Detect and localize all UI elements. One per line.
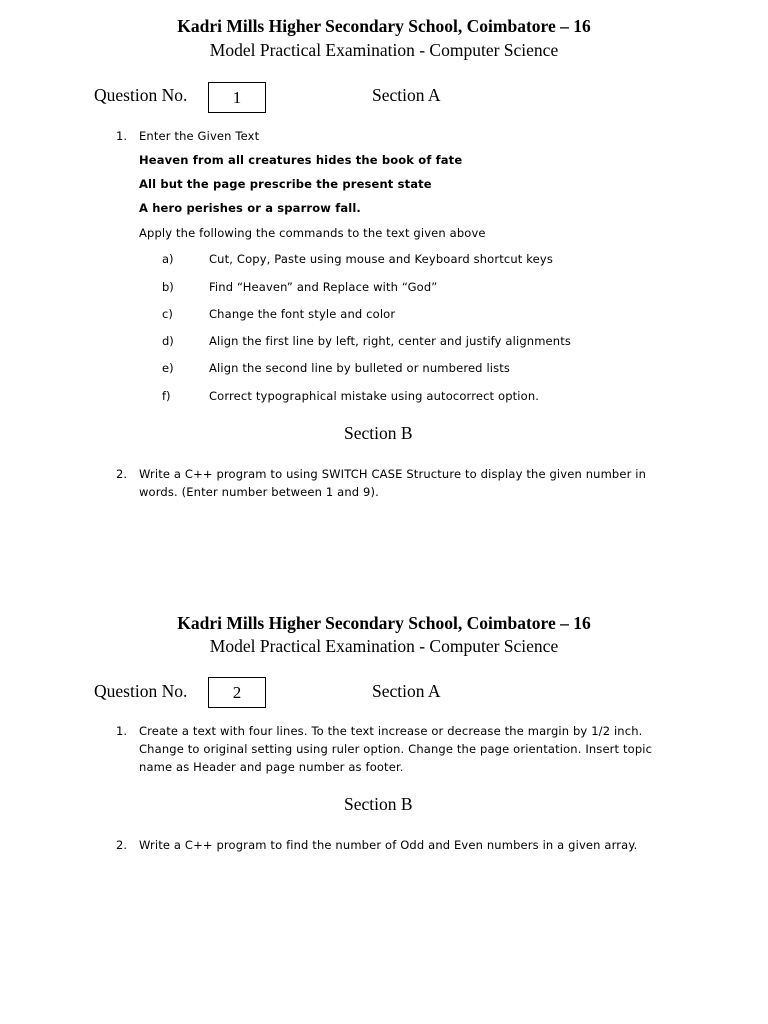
item-text-line: Write a C++ program to using SWITCH CASE Structure to display the given number in [139,467,647,481]
question-label: Question No. [94,85,188,105]
item-text-line: Create a text with four lines. To the text increase or decrease the margin by 1/2 inch. [139,724,643,738]
item-text-line: Change to original setting using ruler option. Change the page orientation. Insert topic [139,742,653,756]
given-text-line: All but the page prescribe the present state [139,177,432,191]
subitem-text: Find “Heaven” and Replace with “God” [209,280,438,294]
subitem-text: Align the second line by bulleted or numbered lists [209,361,511,375]
question-number-box: 2 [208,677,266,708]
section-b-heading: Section B [344,794,413,814]
subitem-letter: b) [162,280,174,294]
subitem-letter: a) [162,252,174,266]
item-number: 2. [116,838,127,852]
subitem-text: Align the first line by left, right, center and justify alignments [209,334,572,348]
question-label: Question No. [94,681,188,701]
exam-title: Model Practical Examination - Computer Science [209,40,559,60]
exam-title: Model Practical Examination - Computer Science [209,636,559,656]
item-intro: Enter the Given Text [139,129,260,143]
apply-instruction: Apply the following the commands to the text given above [139,226,486,240]
given-text-line: Heaven from all creatures hides the book of fate [139,153,463,167]
subitem-letter: e) [162,361,174,375]
school-title: Kadri Mills Higher Secondary School, Coimbatore – 16 [177,613,591,633]
item-number: 1. [116,724,127,738]
section-a-heading: Section A [372,681,441,701]
item-number: 1. [116,129,127,143]
section-b-heading: Section B [344,423,413,443]
item-number: 2. [116,467,127,481]
given-text-line: A hero perishes or a sparrow fall. [139,201,361,215]
school-title: Kadri Mills Higher Secondary School, Coimbatore – 16 [177,16,591,36]
item-text-line: words. (Enter number between 1 and 9). [139,485,379,499]
subitem-text: Correct typographical mistake using autocorrect option. [209,389,540,403]
subitem-text: Cut, Copy, Paste using mouse and Keyboard shortcut keys [209,252,553,266]
section-a-heading: Section A [372,85,441,105]
item-text-line: Write a C++ program to find the number of Odd and Even numbers in a given array. [139,838,638,852]
subitem-letter: d) [162,334,174,348]
subitem-text: Change the font style and color [209,307,396,321]
subitem-letter: c) [162,307,173,321]
subitem-letter: f) [162,389,171,403]
question-number-box: 1 [208,82,266,113]
item-text-line: name as Header and page number as footer. [139,760,404,774]
